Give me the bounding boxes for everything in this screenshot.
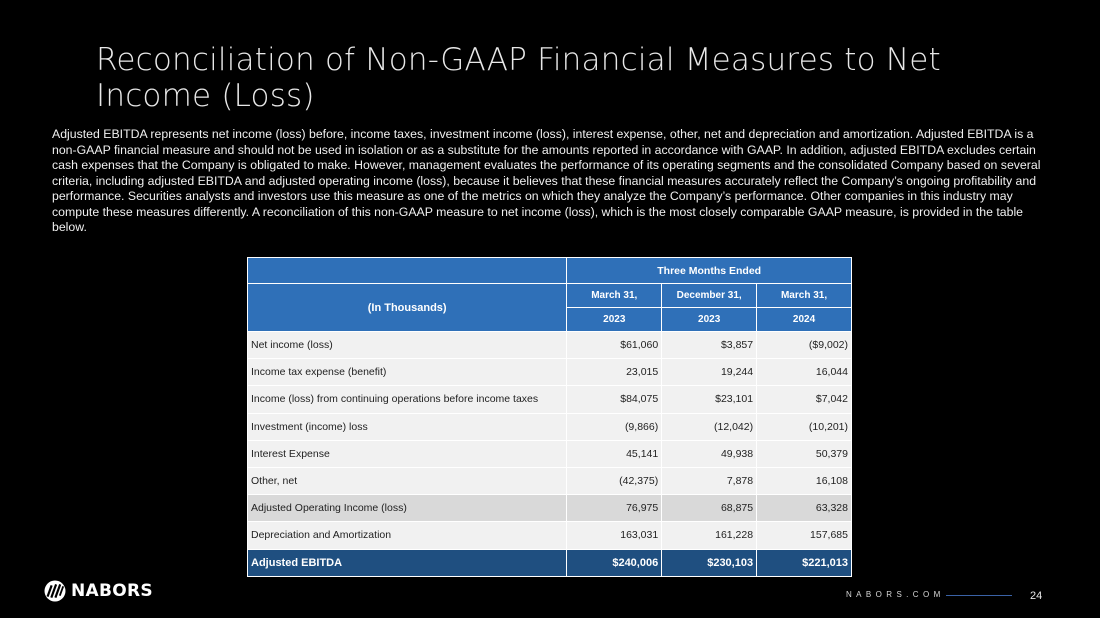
site-url: NABORS.COM xyxy=(846,590,945,599)
nabors-logo-icon xyxy=(44,580,66,602)
cell-value: 163,031 xyxy=(567,522,662,549)
cell-value: (42,375) xyxy=(567,467,662,494)
logo-text: NABORS xyxy=(71,581,153,601)
cell-value: 16,044 xyxy=(757,359,852,386)
cell-value: (12,042) xyxy=(662,413,757,440)
col-header-month: March 31, xyxy=(757,284,852,308)
col-header-year: 2024 xyxy=(757,308,852,332)
nabors-logo xyxy=(44,580,153,602)
table-row-subtotal xyxy=(248,495,852,522)
col-header-month: March 31, xyxy=(567,284,662,308)
cell-value: $23,101 xyxy=(662,386,757,413)
table-row xyxy=(248,413,852,440)
row-label: Income (loss) from continuing operations before income taxes xyxy=(248,386,567,413)
row-label: Interest Expense xyxy=(248,440,567,467)
cell-value: 23,015 xyxy=(567,359,662,386)
table-row xyxy=(248,467,852,494)
table-row xyxy=(248,522,852,549)
table-month-header-row xyxy=(248,284,852,308)
cell-value: (10,201) xyxy=(757,413,852,440)
cell-value: ($9,002) xyxy=(757,332,852,359)
cell-value: 76,975 xyxy=(567,495,662,522)
cell-value: 19,244 xyxy=(662,359,757,386)
slide-title: Reconciliation of Non-GAAP Financial Measures to Net Income (Loss) xyxy=(96,42,941,114)
cell-value: 63,328 xyxy=(757,495,852,522)
table-row xyxy=(248,386,852,413)
row-label: Investment (income) loss xyxy=(248,413,567,440)
cell-value: 45,141 xyxy=(567,440,662,467)
row-label: Depreciation and Amortization xyxy=(248,522,567,549)
col-header-year: 2023 xyxy=(567,308,662,332)
table-row-total xyxy=(248,549,852,576)
cell-value: 49,938 xyxy=(662,440,757,467)
cell-value: $221,013 xyxy=(757,549,852,576)
cell-value: $3,857 xyxy=(662,332,757,359)
cell-value: 16,108 xyxy=(757,467,852,494)
row-label: Net income (loss) xyxy=(248,332,567,359)
cell-value: 157,685 xyxy=(757,522,852,549)
row-label: Other, net xyxy=(248,467,567,494)
group-header-three-months: Three Months Ended xyxy=(567,258,852,284)
table-row xyxy=(248,332,852,359)
row-label: Adjusted Operating Income (loss) xyxy=(248,495,567,522)
cell-value: $7,042 xyxy=(757,386,852,413)
slide-description: Adjusted EBITDA represents net income (loss) before, income taxes, investment income (loss), interest expense, other, net and depreciation and amortization. Adjusted EBITDA is a non-GAAP financial measure and should not be used in isolation or as a substitute for the amounts reported in accordance with GAAP. In addition, adjusted EBITDA excludes certain cash expenses that the Company is obligated to make. However, management evaluates the performance of its operating segments and the consolidated Company based on several criteria, including adjusted EBITDA and adjusted operating income (loss), because it believes that these financial measures accurately reflect the Company’s ongoing profitability and performance. Securities analysts and investors use this measure as one of the metrics on which they analyze the Company’s performance. Other companies in this industry may compute these measures differently. A reconciliation of this non-GAAP measure to net income (loss), which is the most closely comparable GAAP measure, is provided in the table below. xyxy=(52,127,1041,234)
table-group-header-row xyxy=(248,258,852,284)
table-row xyxy=(248,359,852,386)
col-header-year: 2023 xyxy=(662,308,757,332)
footer-divider xyxy=(946,595,1012,596)
cell-value: 161,228 xyxy=(662,522,757,549)
reconciliation-table xyxy=(247,257,852,577)
col-header-month: December 31, xyxy=(662,284,757,308)
header-corner xyxy=(248,258,567,284)
cell-value: $230,103 xyxy=(662,549,757,576)
cell-value: 68,875 xyxy=(662,495,757,522)
cell-value: (9,866) xyxy=(567,413,662,440)
cell-value: $240,006 xyxy=(567,549,662,576)
label-header: (In Thousands) xyxy=(248,284,567,332)
cell-value: 50,379 xyxy=(757,440,852,467)
cell-value: $61,060 xyxy=(567,332,662,359)
table-row xyxy=(248,440,852,467)
cell-value: 7,878 xyxy=(662,467,757,494)
row-label: Adjusted EBITDA xyxy=(248,549,567,576)
page-number: 24 xyxy=(1030,590,1043,602)
row-label: Income tax expense (benefit) xyxy=(248,359,567,386)
cell-value: $84,075 xyxy=(567,386,662,413)
